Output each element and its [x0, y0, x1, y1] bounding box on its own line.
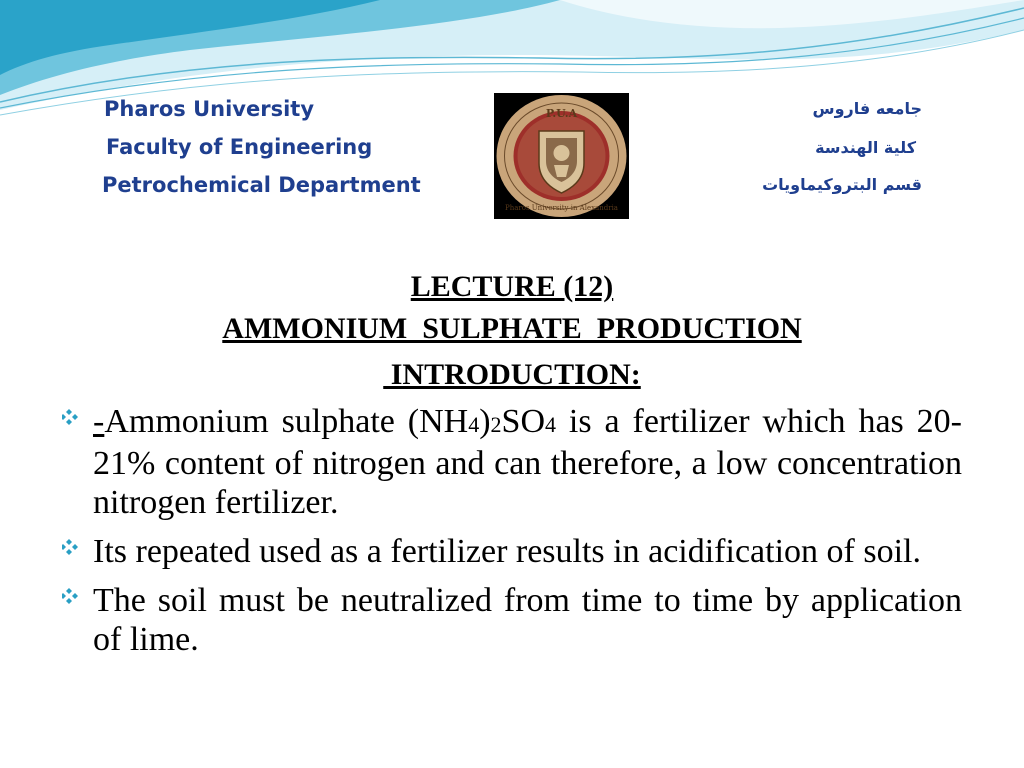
bullet-item: [62, 532, 962, 571]
bullet-lead-dash: -: [93, 403, 105, 440]
subscript: 4: [468, 412, 480, 437]
logo-ring-text: Pharos University in Alexandria: [505, 204, 618, 212]
university-logo: [494, 93, 629, 219]
bullet-text: is a fertilizer which has 20-21% content of nitrogen and can therefore, a low concentration nitrogen fertilizer.: [93, 403, 962, 521]
bullet-list: [62, 402, 962, 669]
subscript: 2: [490, 412, 502, 437]
university-name: Pharos University: [104, 97, 315, 121]
university-name-arabic: جامعه فاروس: [812, 99, 922, 118]
department-name: Petrochemical Department: [102, 173, 421, 197]
bullet-text: Its repeated used as a fertilizer results in acidification of soil.: [93, 533, 921, 570]
lecture-title: LECTURE (12): [410, 270, 614, 303]
diamond-bullet-icon: [62, 539, 88, 559]
topic-title: AMMONIUM SULPHATE PRODUCTION: [222, 312, 802, 345]
diamond-bullet-icon: [62, 409, 88, 429]
faculty-name: Faculty of Engineering: [106, 135, 373, 159]
bullet-text: Ammonium sulphate (NH: [104, 403, 469, 440]
bullet-text: ): [479, 403, 491, 440]
department-name-arabic: قسم البتروكيماويات: [762, 175, 922, 194]
bullet-item: [62, 402, 962, 522]
bullet-text: The soil must be neutralized from time to time by application of lime.: [93, 582, 962, 658]
bullet-item: [62, 581, 962, 659]
section-title: INTRODUCTION:: [383, 358, 641, 391]
logo-abbrev: P.U.A: [545, 107, 578, 120]
faculty-name-arabic: كلية الهندسة: [815, 138, 916, 157]
bullet-text: SO: [501, 403, 546, 440]
subscript: 4: [545, 412, 557, 437]
diamond-bullet-icon: [62, 588, 88, 608]
